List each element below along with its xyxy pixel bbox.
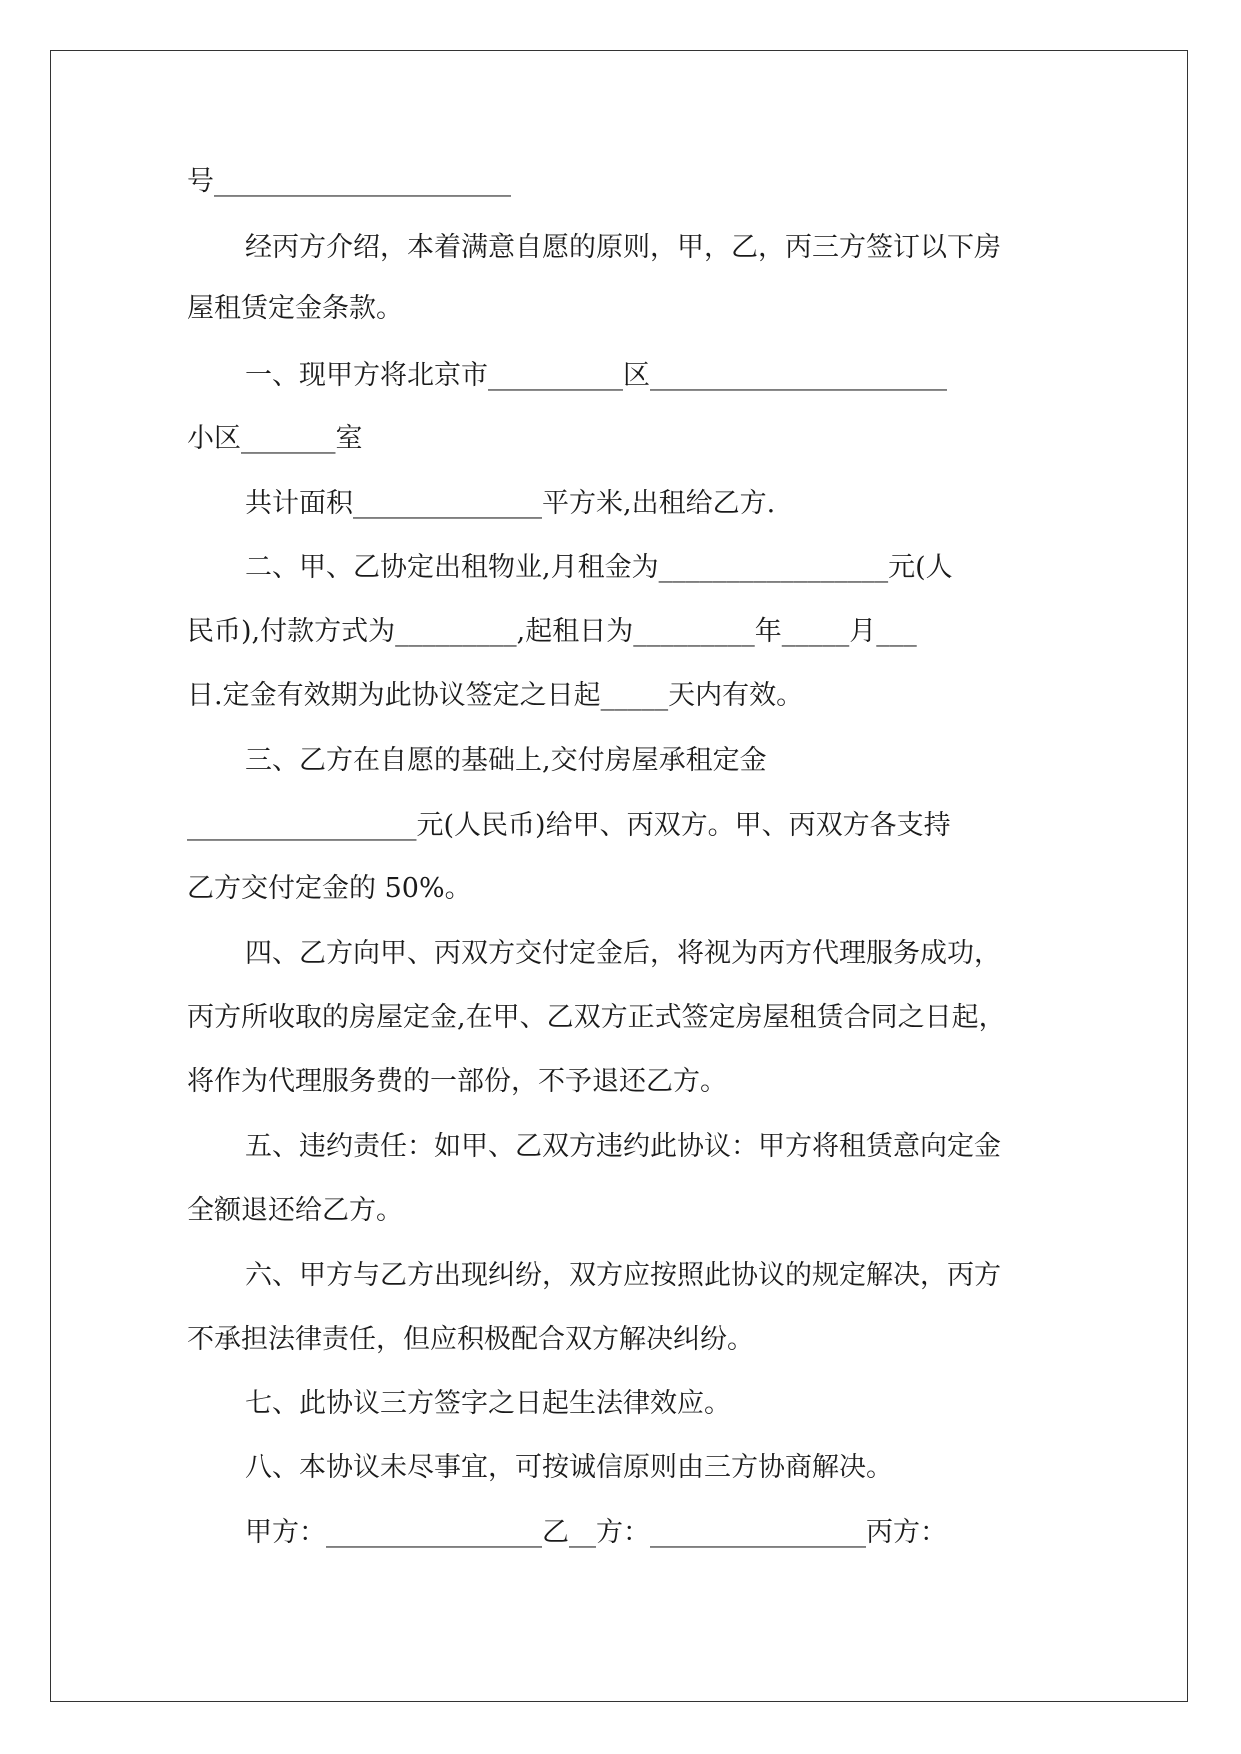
clause-6-line-2: 不承担法律责任，但应积极配合双方解决纠纷。 [187,1324,754,1355]
signature-line: 甲方：________________乙__方：________________丙方： [245,1517,947,1548]
clause-1-area: 共计面积______________平方米,出租给乙方. [245,488,776,519]
clause-7: 七、此协议三方签字之日起生法律效应。 [245,1388,731,1419]
clause-6-line-1: 六、甲方与乙方出现纠纷，双方应按照此协议的规定解决，丙方 [245,1260,1001,1291]
paragraph-intro-line-2: 屋租赁定金条款。 [187,293,403,324]
clause-3-line-1: 三、乙方在自愿的基础上,交付房屋承租定金 [245,745,767,776]
clause-4-line-3: 将作为代理服务费的一部份，不予退还乙方。 [187,1066,727,1097]
clause-5-line-2: 全额退还给乙方。 [187,1195,403,1226]
clause-3-line-3: 乙方交付定金的 50%。 [187,873,472,904]
clause-1-line-2: 小区_______室 [187,423,363,454]
paragraph-intro-line-1: 经丙方介绍，本着满意自愿的原则，甲，乙，丙三方签订以下房 [245,232,1001,263]
clause-1-line-1: 一、现甲方将北京市__________区______________________ [245,360,947,391]
clause-8: 八、本协议未尽事宜，可按诚信原则由三方协商解决。 [245,1452,893,1483]
line-room-number: 号______________________ [187,166,511,197]
clause-4-line-2: 丙方所收取的房屋定金,在甲、乙双方正式签定房屋租赁合同之日起， [187,1002,1006,1033]
clause-4-line-1: 四、乙方向甲、丙双方交付定金后，将视为丙方代理服务成功， [245,938,1001,969]
clause-3-line-2: _________________元(人民币)给甲、丙双方。甲、丙双方各支持 [187,810,951,841]
clause-5-line-1: 五、违约责任：如甲、乙双方违约此协议：甲方将租赁意向定金 [245,1131,1001,1162]
clause-2-line-2: 民币),付款方式为_________,起租日为_________年_____月___ [187,616,917,647]
clause-2-line-1: 二、甲、乙协定出租物业,月租金为_________________元(人 [245,552,953,583]
clause-2-line-3: 日.定金有效期为此协议签定之日起_____天内有效。 [187,680,804,711]
